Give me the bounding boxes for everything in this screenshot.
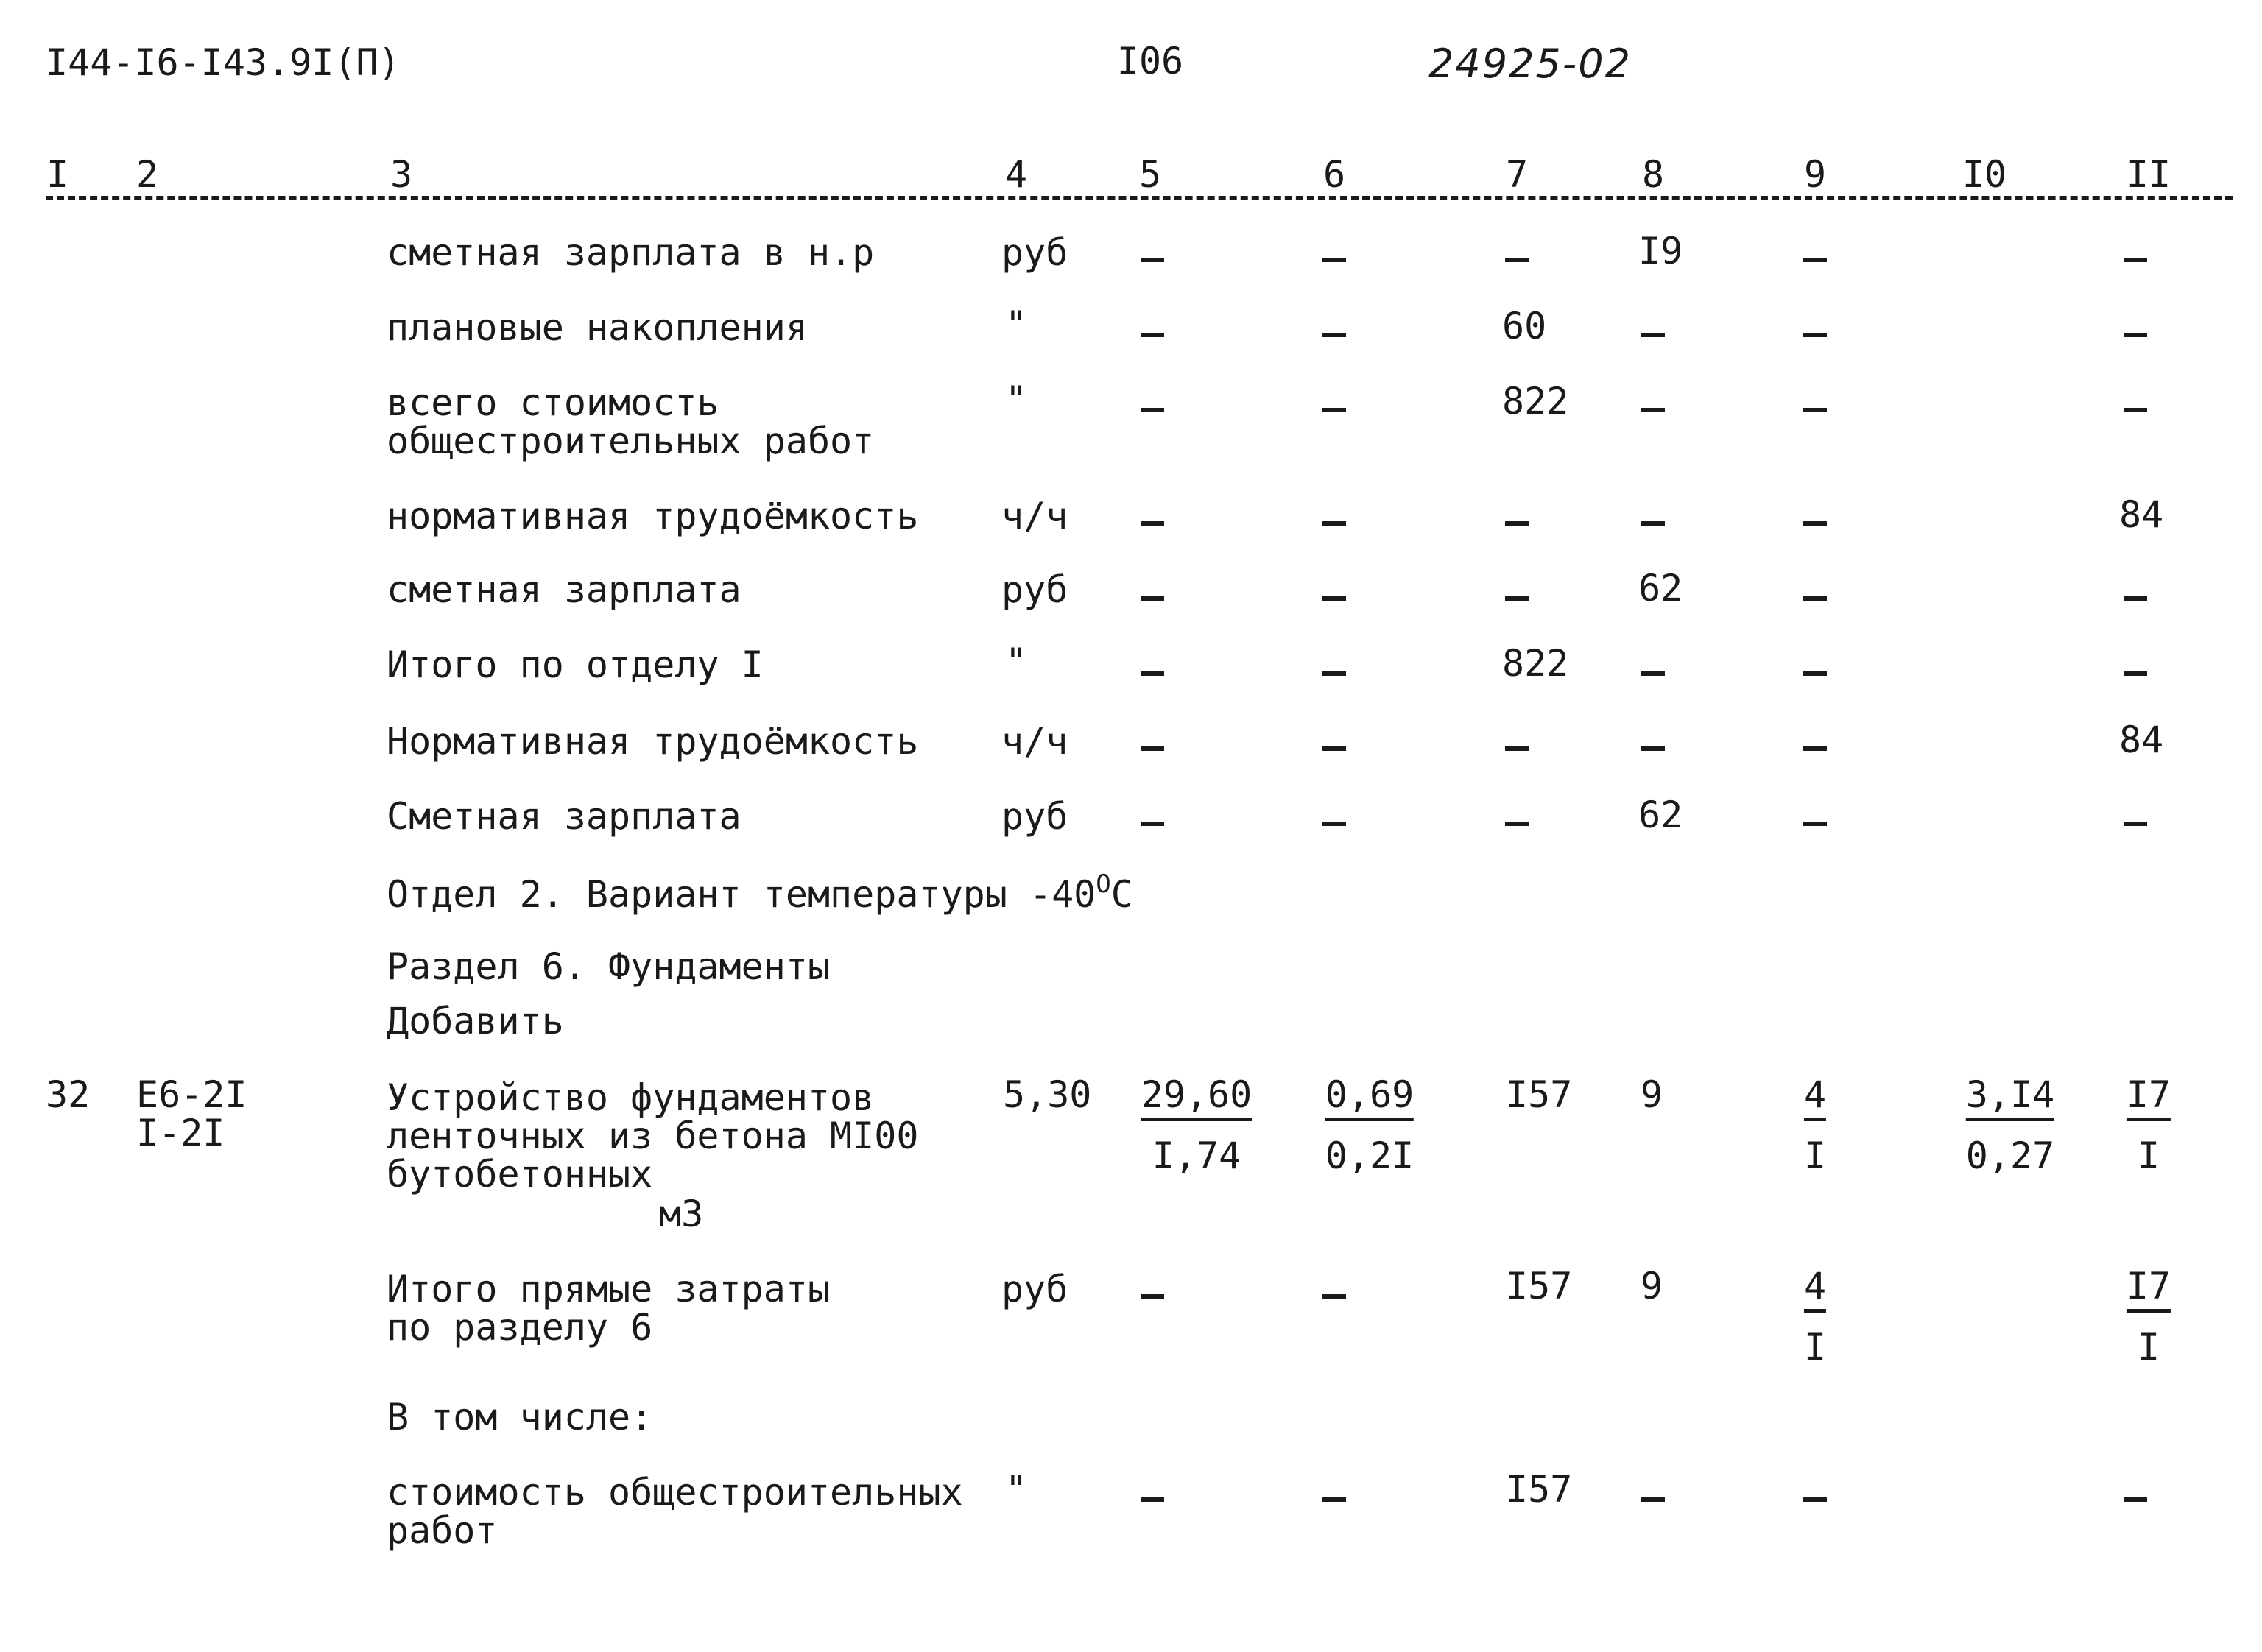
dash-cell xyxy=(1641,671,1665,676)
row-unit: " xyxy=(1005,1468,1028,1511)
row-label-line2: по разделу 6 xyxy=(387,1306,653,1349)
dash-cell xyxy=(2124,258,2147,262)
section-heading: Отдел 2. Вариант температуры $-40^ОС$ xyxy=(387,869,1133,916)
dash-cell xyxy=(1803,671,1827,676)
fraction-col9: $\frac{4}{I}$ xyxy=(1803,1073,1827,1177)
cell-col7: I57 xyxy=(1506,1468,1573,1511)
dash-cell xyxy=(1322,671,1346,676)
dash-cell xyxy=(1641,333,1665,337)
row-label: стоимость общестроительных xyxy=(387,1471,963,1514)
dash-cell xyxy=(1641,408,1665,412)
row-label: Сметная зарплата xyxy=(387,795,741,838)
handwritten-registration-number: 24925-02 xyxy=(1428,40,1632,87)
column-header: II xyxy=(2126,153,2171,196)
including-label: В том числе: xyxy=(387,1396,653,1439)
item-code-secondary: I-2I xyxy=(136,1112,225,1154)
row-unit: ч/ч xyxy=(1001,495,1068,537)
dash-cell xyxy=(1505,746,1529,751)
dash-cell xyxy=(1803,333,1827,337)
dash-cell xyxy=(1141,258,1164,262)
page-number: I06 xyxy=(1116,40,1184,82)
cell-col11: 84 xyxy=(2119,719,2164,761)
fraction-col11: $\frac{I7}{I}$ xyxy=(2126,1073,2171,1177)
dash-cell xyxy=(1322,258,1346,262)
row-label: плановые накопления xyxy=(387,306,808,349)
row-label: сметная зарплата в н.р xyxy=(387,231,875,274)
row-label: нормативная трудоёмкость xyxy=(387,495,919,537)
column-header: 8 xyxy=(1641,153,1665,196)
column-header: 7 xyxy=(1505,153,1529,196)
row-unit: руб xyxy=(1001,1268,1068,1310)
dash-cell xyxy=(1141,1497,1164,1502)
column-header: 9 xyxy=(1803,153,1827,196)
row-label: Нормативная трудоёмкость xyxy=(387,720,919,763)
cell-col7: 822 xyxy=(1502,642,1569,685)
add-label: Добавить xyxy=(387,1000,564,1042)
cell-col8: 9 xyxy=(1641,1073,1663,1116)
row-label: Итого по отделу I xyxy=(387,643,764,686)
cell-col8: 62 xyxy=(1638,567,1683,610)
dash-cell xyxy=(2124,596,2147,601)
row-label: всего стоимость xyxy=(387,381,719,424)
document-code: I44-I6-I43.9I(П) xyxy=(46,41,401,84)
dash-cell xyxy=(1322,1497,1346,1502)
dash-cell xyxy=(2124,671,2147,676)
item-description-line2: ленточных из бетона МI00 xyxy=(387,1115,919,1157)
dash-cell xyxy=(1322,408,1346,412)
dash-cell xyxy=(1141,333,1164,337)
cell-col7: 822 xyxy=(1502,380,1569,423)
dash-cell xyxy=(1803,746,1827,751)
row-unit: " xyxy=(1005,378,1028,421)
fraction-col11: $\frac{I7}{I}$ xyxy=(2126,1265,2171,1369)
column-header: 6 xyxy=(1322,153,1346,196)
subsection-title: Раздел 6. Фундаменты xyxy=(387,945,831,988)
dash-cell xyxy=(1322,521,1346,526)
row-unit: " xyxy=(1005,640,1028,683)
dash-cell xyxy=(1803,1497,1827,1502)
column-header: 5 xyxy=(1138,153,1162,196)
fraction-col5: $\frac{29,60}{I,74}$ xyxy=(1141,1073,1252,1177)
row-label-line2: работ xyxy=(387,1509,498,1552)
dash-cell xyxy=(1803,822,1827,826)
dash-cell xyxy=(1141,746,1164,751)
fraction-col10: $\frac{3,I4}{0,27}$ xyxy=(1965,1073,2055,1177)
dash-cell xyxy=(1505,596,1529,601)
dash-cell xyxy=(1322,746,1346,751)
dash-cell xyxy=(1505,822,1529,826)
row-label: сметная зарплата xyxy=(387,568,741,611)
dash-cell xyxy=(1141,822,1164,826)
item-code: Е6-2I xyxy=(136,1073,247,1116)
row-unit: руб xyxy=(1001,568,1068,611)
fraction-col6: $\frac{0,69}{0,2I}$ xyxy=(1325,1073,1414,1177)
dash-cell xyxy=(1641,746,1665,751)
row-unit: руб xyxy=(1001,795,1068,838)
dash-cell xyxy=(1803,408,1827,412)
row-unit: " xyxy=(1005,303,1028,346)
item-number: 32 xyxy=(46,1073,91,1116)
dash-cell xyxy=(1505,258,1529,262)
cell-col7: I57 xyxy=(1506,1073,1573,1116)
row-label-line2: общестроительных работ xyxy=(387,420,875,462)
cell-col8: 9 xyxy=(1641,1265,1663,1307)
item-description-line3: бутобетонных xyxy=(387,1153,653,1196)
cell-col11: 84 xyxy=(2119,493,2164,536)
dash-cell xyxy=(1141,671,1164,676)
header-dashed-rule xyxy=(46,196,2233,200)
cell-col7: I57 xyxy=(1506,1265,1573,1307)
dash-cell xyxy=(1641,521,1665,526)
column-header: 3 xyxy=(390,153,413,196)
row-unit: ч/ч xyxy=(1001,720,1068,763)
dash-cell xyxy=(1322,822,1346,826)
dash-cell xyxy=(1141,1294,1164,1299)
item-description: Устройство фундаментов xyxy=(387,1076,875,1119)
dash-cell xyxy=(2124,408,2147,412)
cell-col7: 60 xyxy=(1502,305,1547,347)
row-unit: руб xyxy=(1001,231,1068,274)
dash-cell xyxy=(2124,1497,2147,1502)
dash-cell xyxy=(1505,521,1529,526)
cell-col8: I9 xyxy=(1638,230,1683,272)
dash-cell xyxy=(1803,258,1827,262)
fraction-col9: $\frac{4}{I}$ xyxy=(1803,1265,1827,1369)
dash-cell xyxy=(1141,521,1164,526)
row-label: Итого прямые затраты xyxy=(387,1268,831,1310)
item-unit: м3 xyxy=(659,1193,704,1235)
dash-cell xyxy=(1141,408,1164,412)
dash-cell xyxy=(1803,596,1827,601)
cell-col4: 5,30 xyxy=(1003,1073,1092,1116)
dash-cell xyxy=(1322,596,1346,601)
dash-cell xyxy=(1322,333,1346,337)
dash-cell xyxy=(2124,822,2147,826)
dash-cell xyxy=(1641,1497,1665,1502)
column-header: 4 xyxy=(1004,153,1028,196)
dash-cell xyxy=(2124,333,2147,337)
dash-cell xyxy=(1803,521,1827,526)
column-header: I xyxy=(46,153,69,196)
dash-cell xyxy=(1322,1294,1346,1299)
cell-col8: 62 xyxy=(1638,794,1683,836)
column-header: 2 xyxy=(135,153,159,196)
column-header: I0 xyxy=(1962,153,2007,196)
dash-cell xyxy=(1141,596,1164,601)
